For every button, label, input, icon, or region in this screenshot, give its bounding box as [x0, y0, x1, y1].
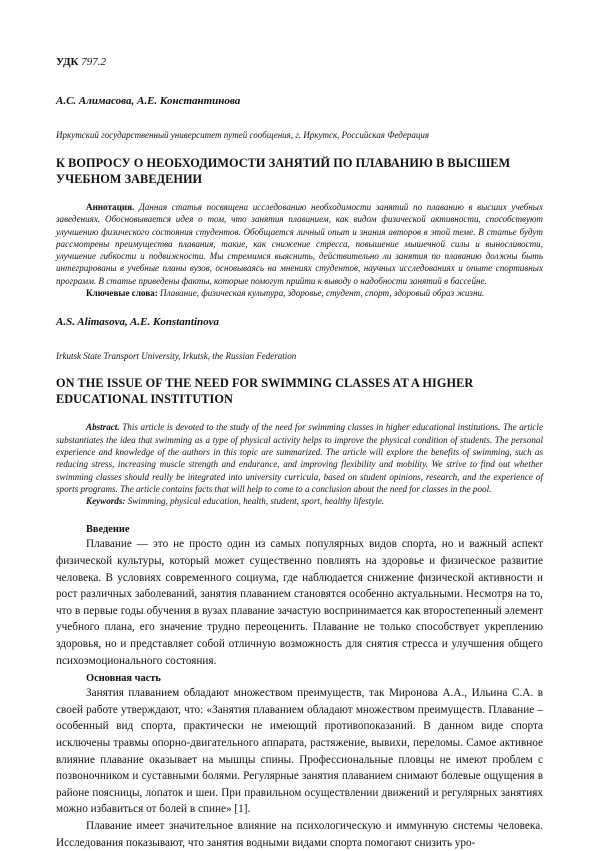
en-abstract-label: Abstract.: [86, 422, 120, 432]
ru-affiliation: Иркутский государственный университет путей сообщения, г. Иркутск, Российская Федерация: [56, 130, 543, 140]
main-paragraph-2: Плавание имеет значительное влияние на психологическую и иммунную системы человека. Исследования показывают, что занятия водными видами спорта помогают снизить уро-: [56, 818, 543, 851]
en-affiliation: Irkutsk State Transport University, Irkutsk, the Russian Federation: [56, 351, 543, 361]
udk-line: [56, 56, 543, 68]
ru-abstract-label: Аннотация.: [86, 202, 134, 212]
en-abstract-text: This article is devoted to the study of the need for swimming classes in higher educational institutions. The article substantiates the idea that swimming as a type of physical activity helps to improve the physical condition of students. The personal experience and knowledge of the authors in this topic are summarized. The article will explore the benefits of swimming, such as reducing stress, increasing muscle strength and endurance, and improving flexibility and mobility. We strive to find out whether swimming classes should really be integrated into university curricula, based on student opinions, research, and the experience of sports programs. The article contains facts that will help to come to a conclusion about the need for classes in the pool.: [56, 422, 543, 493]
main-paragraph-1: Занятия плаванием обладают множеством преимуществ, так Миронова А.А., Ильина С.А. в своей работе утверждают, что: «Занятия плаванием обладают множеством преимуществ. Плавание – особенный вид спорта, практически не имеющий противопоказаний. В данном виде спорта исключены травмы опорно-двигательного аппарата, растяжение, вывихи, переломы. Самое активное влияние плавание оказывает на мышцы спины. Профессиональные пловцы не имеют проблем с позвоночником и суставными болями. Регулярные занятия плаванием снимают болевые ощущения в районе поясницы, лопаток и шеи. При правильном осуществлении движений и регулярных занятиях можно избавиться от болей в спине» [1].: [56, 685, 543, 818]
ru-keywords: [56, 287, 543, 299]
ru-authors: А.С. Алимасова, А.Е. Константинова: [56, 95, 543, 107]
intro-paragraph: Плавание — это не просто один из самых популярных видов спорта, но и важный аспект физической культуры, который может существенно повлиять на здоровье и физическое развитие человека. В условиях современного социума, где наблюдается снижение физической активности и рост различных заболеваний, занятия плаванием становятся особенно актуальными. Несмотря на то, что в первые годы обучения в вузах плавание зачастую воспринимается как второстепенный элемент учебного плана, его значение трудно переоценить. Плавание не только способствует укреплению здоровья, но и представляет собой отличную возможность для снятия стресса и улучшения общего психоэмоционального состояния.: [56, 536, 543, 669]
en-keywords-text: Swimming, physical education, health, student, sport, healthy lifestyle.: [128, 496, 384, 506]
ru-keywords-label: Ключевые слова:: [86, 288, 158, 298]
ru-keywords-text: Плавание, физическая культура, здоровье, студент, спорт, здоровый образ жизни.: [160, 288, 484, 298]
udk-code: 797.2: [81, 56, 106, 68]
en-keywords: [56, 495, 543, 507]
en-title: ON THE ISSUE OF THE NEED FOR SWIMMING CLASSES AT A HIGHER EDUCATIONAL INSTITUTION: [56, 375, 543, 407]
intro-heading: Введение: [56, 524, 543, 535]
article-page: [56, 56, 543, 851]
ru-abstract: [56, 201, 543, 287]
main-heading: Основная часть: [56, 673, 543, 684]
udk-label: УДК: [56, 56, 79, 68]
en-authors: A.S. Alimasova, A.E. Konstantinova: [56, 316, 543, 328]
en-abstract: [56, 421, 543, 495]
en-keywords-label: Keywords:: [86, 496, 125, 506]
ru-title: К ВОПРОСУ О НЕОБХОДИМОСТИ ЗАНЯТИЙ ПО ПЛАВАНИЮ В ВЫСШЕМ УЧЕБНОМ ЗАВЕДЕНИИ: [56, 155, 543, 187]
ru-abstract-text: Данная статья посвящена исследованию необходимости занятий по плаванию в высших учебных заведениях. Обосновывается идея о том, что занятия плаванием, как видом физической активности, способствуют улучшению физического состояния студентов. Обобщается личный опыт и знания авторов в этой теме. В статье будут рассмотрены преимущества плавания, такие, как снижение стресса, повышение мышечной силы и выносливости, улучшение гибкости и подвижности. Мы стремимся выяснить, действительно ли занятия по плаванию должны быть интегрированы в учебные планы вузов, основываясь на мнениях студентов, научных исследованиях и опыте спортивных программ. В статье приведены факты, которые помогут прийти к выводу о надобности занятий в бассейне.: [56, 202, 543, 286]
